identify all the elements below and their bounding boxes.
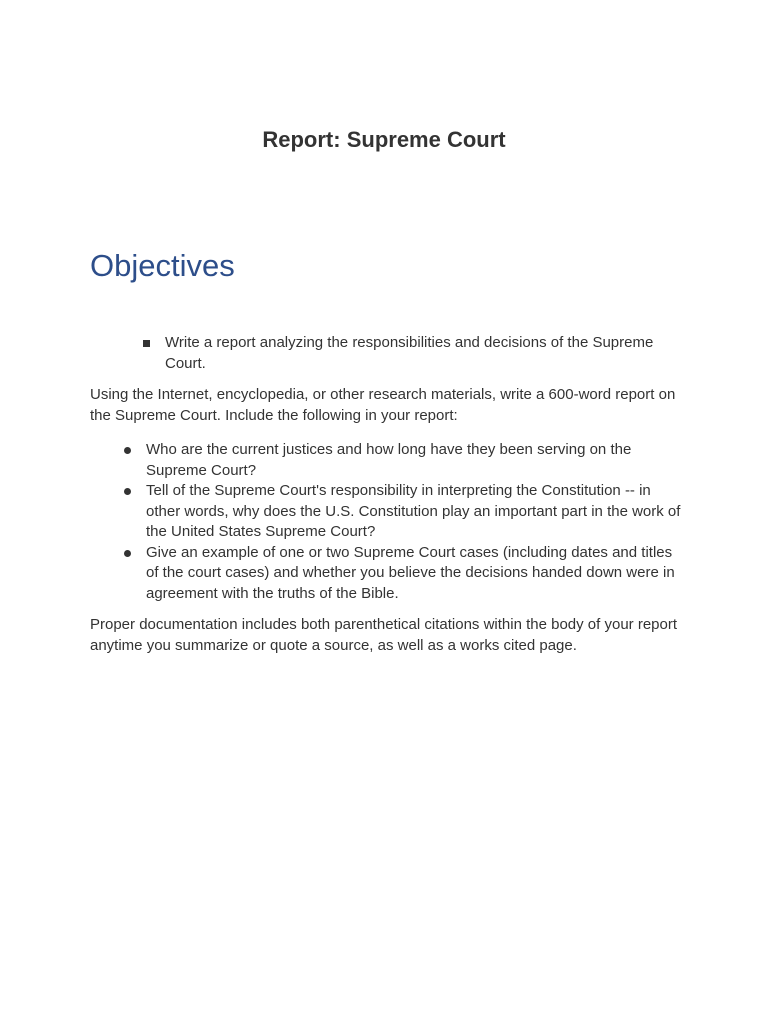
requirement-item: [122, 440, 682, 481]
square-bullet-icon: [143, 340, 150, 347]
objectives-heading: Objectives: [90, 248, 235, 283]
bullet-icon: [124, 488, 131, 495]
objective-item: [142, 333, 672, 374]
requirement-text: Give an example of one or two Supreme Court cases (including dates and titles of the court cases) and whether you believe the decisions handed down were in agreement with the truths of the Bible.: [146, 543, 675, 602]
requirement-item: [122, 543, 682, 605]
bullet-icon: [124, 447, 131, 454]
requirement-text: Tell of the Supreme Court's responsibility in interpreting the Constitution -- in other words, why does the U.S. Constitution play an important part in the work of the United States Supreme Court?: [146, 482, 681, 540]
bullet-icon: [124, 550, 131, 557]
requirement-item: [122, 481, 682, 543]
page-title: Report: Supreme Court: [262, 127, 506, 152]
requirements-list: [122, 440, 682, 604]
objective-text: Write a report analyzing the responsibilities and decisions of the Supreme Court.: [165, 334, 654, 372]
closing-paragraph: Proper documentation includes both parenthetical citations within the body of your report anytime you summarize or quote a source, as well as a works cited page.: [90, 616, 678, 654]
intro-paragraph: Using the Internet, encyclopedia, or other research materials, write a 600-word report on the Supreme Court. Include the following in your report:: [90, 386, 676, 424]
objectives-list: [142, 333, 672, 374]
requirement-text: Who are the current justices and how long have they been serving on the Supreme Court?: [146, 441, 632, 479]
